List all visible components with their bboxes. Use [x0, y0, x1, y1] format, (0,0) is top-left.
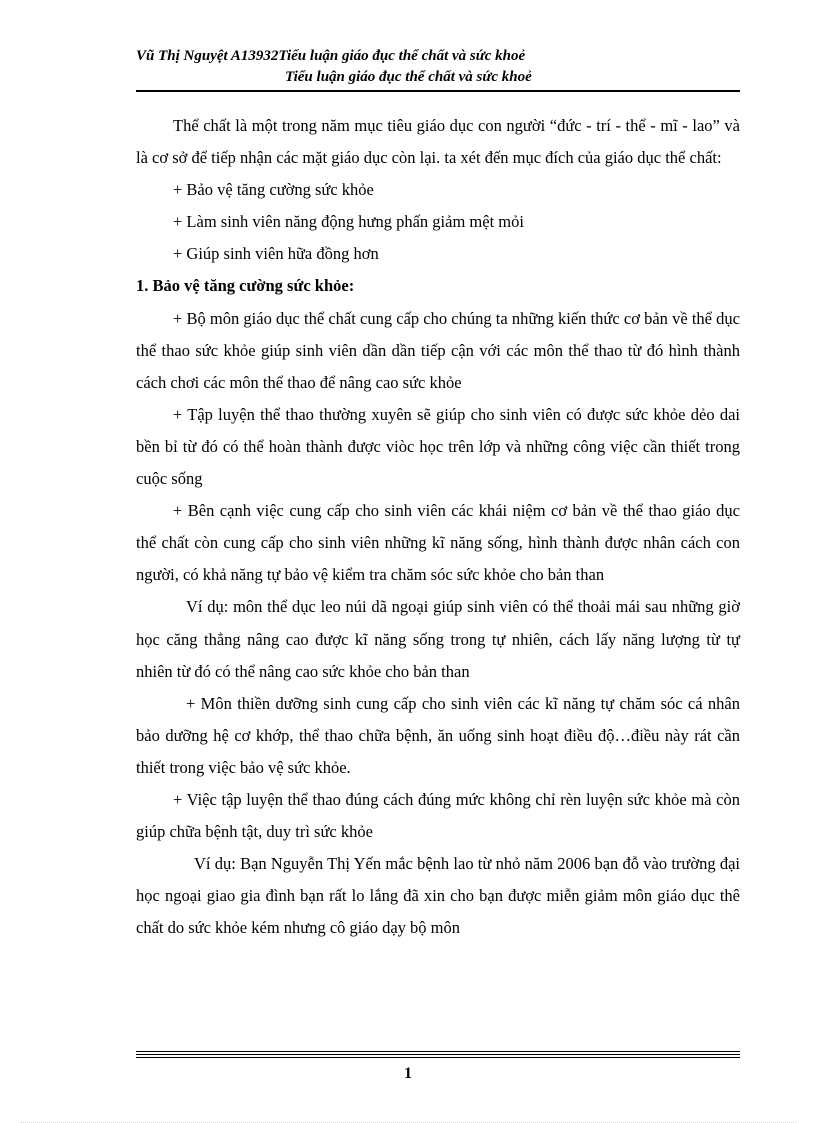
body-paragraph: + Bộ môn giáo dục thể chất cung cấp cho chúng ta những kiến thức cơ bản về thể dục thể thao sức khỏe giúp sinh viên dần dần tiếp cận với các môn thể thao từ đó hình thành cách chơi các môn thể thao để nâng cao sức khỏe — [136, 308, 740, 392]
body-paragraph: + Bên cạnh việc cung cấp cho sinh viên các khái niệm cơ bản về thể thao giáo dục thể chất còn cung cấp cho sinh viên những kĩ năng sống, hình thành được nhân cách con người, có khả năng tự bảo vệ kiểm tra chăm sóc sức khỏe cho bản than — [136, 501, 740, 585]
page-number: 1 — [404, 1065, 412, 1082]
header-line-1: Vũ Thị Nguyệt A13932Tiểu luận giáo đục thể chất và sức khoẻ — [136, 48, 526, 64]
page-header — [136, 46, 740, 88]
header-line-2: Tiểu luận giáo đục thể chất và sức khoẻ — [285, 69, 532, 85]
example-paragraph: Ví dụ: môn thể dục leo núi dã ngoại giúp sinh viên có thể thoải mái sau những giờ học căng thẳng nâng cao được kĩ năng sống trong tự nhiên, cách lấy năng lượng từ tự nhiên từ đó có thể nâng cao sức khỏe cho bản than — [136, 597, 740, 681]
header-rule — [136, 90, 740, 92]
intro-paragraph: Thể chất là một trong năm mục tiêu giáo dục con người “đức - trí - thể - mĩ - lao” và là cơ sở để tiếp nhận các mặt giáo dục còn lại. ta xét đến mục đích của giáo dục thể chất: — [136, 116, 740, 168]
footer-rule — [136, 1051, 740, 1058]
section-heading: 1. Bảo vệ tăng cường sức khỏe: — [136, 276, 355, 296]
body-paragraph: + Việc tập luyện thể thao đúng cách đúng mức không chỉ rèn luyện sức khỏe mà còn giúp chữa bệnh tật, duy trì sức khỏe — [136, 789, 740, 842]
goal-item-1: + Bảo vệ tăng cường sức khỏe — [173, 180, 374, 200]
body-paragraph: + Môn thiền dưỡng sinh cung cấp cho sinh viên các kĩ năng tự chăm sóc cá nhân bảo dưỡng hệ cơ khớp, thể thao chữa bệnh, ăn uống sinh hoạt điều độ…điều này rát cần thiết trong việc bảo vệ sức khỏe. — [136, 693, 740, 777]
document-body — [136, 110, 740, 944]
body-paragraph: + Tập luyện thể thao thường xuyên sẽ giúp cho sinh viên có được sức khỏe dẻo dai bền bỉ từ đó có thể hoàn thành được viòc học trên lớp và những công việc cần thiết trong cuộc sống — [136, 404, 740, 489]
example-paragraph: Ví dụ: Bạn Nguyễn Thị Yến mắc bệnh lao từ nhỏ năm 2006 bạn đỗ vào trường đại học ngoại giao gia đình bạn rất lo lắng đã xin cho bạn được miễn giảm môn giáo dục thê chất do sức khỏe kém nhưng cô giáo dạy bộ môn — [136, 854, 740, 938]
goal-item-2: + Làm sinh viên năng động hưng phấn giảm mệt mỏi — [173, 212, 524, 232]
goal-item-3: + Giúp sinh viên hữa đồng hơn — [173, 244, 379, 264]
